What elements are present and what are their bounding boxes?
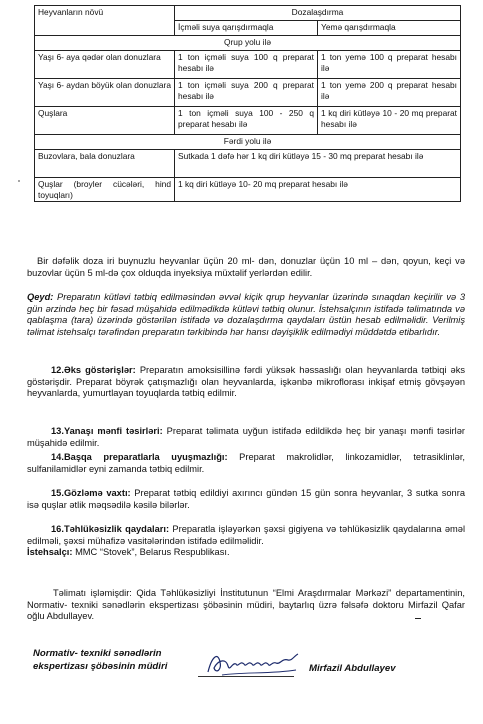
manufacturer-label: İstehsalçı: xyxy=(27,547,73,558)
scan-speck xyxy=(18,180,20,182)
section-withdrawal-period xyxy=(27,488,465,511)
section-number: 15. xyxy=(51,488,64,498)
note-text: Preparatın kütləvi tətbiq edilməsindən əvvəl kiçik qrup heyvanlar üzərində sınaqdan keçirilir və 3 gün ərzində heç bir fəsad müşahidə edilmədikdə kütləvi tətbiq olunur. İstehsalçının istifadə təlimatında və qablaşma (tara) üzərində göstərilən istifadə və dozalaşdırma qaydaları üstün hesab edilməlidir. Verilmiş təlimat istehsalçı tərəfindən preparatın tərkibində hər hansı dəyişiklik edilmədiyi müddətdə etibarlıdır. xyxy=(27,292,465,337)
note-paragraph xyxy=(27,292,465,338)
header-animals: Heyvanların növü xyxy=(35,6,175,36)
table-cell-water: 1 ton içməli suya 100 q preparat hesabı ilə xyxy=(175,51,318,79)
signatory-position-line1: Normativ- texniki sənədlərin xyxy=(33,648,162,659)
section-number: 12. xyxy=(51,365,64,375)
table-cell-animal: Quşlar (broyler cücələri, hind toyuqları) xyxy=(35,178,175,202)
section-title: Əks göstərişlər: xyxy=(63,365,136,375)
table-cell-feed: 1 ton yemə 200 q preparat hesabı ilə xyxy=(318,79,461,107)
group-section-title: Qrup yolu ilə xyxy=(35,36,461,51)
table-cell-water: 1 ton içməli suya 200 q preparat hesabı ilə xyxy=(175,79,318,107)
trailing-dash xyxy=(415,618,421,619)
section-safety-rules xyxy=(27,524,465,559)
section-text: Preparat tətbiq edildiyi axırıncı gündən 15 gün sonra heyvanlar, 3 sutka sonra isə quşlar ətlik məqsədilə kəsilə bilərlər. xyxy=(27,488,465,510)
header-water: İçməli suya qarışdırmaqla xyxy=(175,21,318,36)
section-title: Təhlükəsizlik qaydaları: xyxy=(63,524,170,534)
table-cell-animal: Quşlara xyxy=(35,107,175,135)
header-feed: Yemə qarışdırmaqla xyxy=(318,21,461,36)
table-cell-feed: 1 ton yemə 100 q preparat hesabı ilə xyxy=(318,51,461,79)
header-dosage: Dozalaşdırma xyxy=(175,6,461,21)
table-cell-dose: 1 kq diri kütləyə 10- 20 mq preparat hesabı ilə xyxy=(175,178,461,202)
section-contraindications xyxy=(27,365,465,400)
approval-paragraph: Təlimatı işləmişdir: Qida Təhlükəsizliyi İnstitutunun “Elmi Araşdırmalar Mərkəzi” departamentinin, Normativ- texniki sənədlərin ekspertizası şöbəsinin müdiri, baytarlıq üzrə fəlsəfə doktoru Mirfazil Qafar oğlu Abdullayev. xyxy=(27,588,465,622)
table-cell-animal: Yaşı 6- aydan böyük olan donuzlara xyxy=(35,79,175,107)
section-number: 14. xyxy=(51,452,64,462)
section-number: 13. xyxy=(51,426,64,436)
signatory-name: Mirfazil Abdullayev xyxy=(309,663,396,674)
section-incompatibility xyxy=(27,452,465,475)
section-text: Preparatla işləyərkən şəxsi gigiyena və təhlükəsizlik qaydalarına əməl edilməli, şəxsi mühafizə vasitələrindən istifadə edilməlidir. xyxy=(27,524,466,546)
section-side-effects xyxy=(27,426,465,449)
table-cell-animal: Buzovlara, bala donuzlara xyxy=(35,150,175,178)
signature-line xyxy=(198,676,294,677)
dose-paragraph: Bir dəfəlik doza iri buynuzlu heyvanlar üçün 20 ml- dən, donuzlar üçün 10 ml – dən, qoyun, keçi və buzovlar üçün 5 ml-də çox olduqda inyeksiya müxtəlif yerlərdən edilir. xyxy=(27,256,465,278)
signatory-position-line2: ekspertizası şöbəsinin müdiri xyxy=(33,660,168,672)
section-text: Preparatın amoksisillinə fərdi yüksək həssaslığı olan heyvanlarda tətbiqi əks göstərişdir. Preparat böyrək çatışmazlığı olan heyvanlarda, işkənbə mikroflorası inkişaf etmiş gövşəyən heyvanlarda, yumurtlayan toyuqlarda tətbiq edilmir. xyxy=(27,365,465,399)
note-label: Qeyd: xyxy=(27,292,54,302)
manufacturer-value: MMC “Stovek”, Belarus Respublikası. xyxy=(72,547,230,558)
table-cell-feed: 1 kq diri kütləyə 10 - 20 mq preparat hesabı ilə xyxy=(318,107,461,135)
section-text: Preparat makrolidlər, linkozamidlər, tetrasiklinlər, sulfanilamidlər eyni zamanda tətbiq edilmir. xyxy=(27,452,465,474)
section-title: Başqa preparatlarla uyuşmazlığı: xyxy=(63,452,228,462)
section-title: Yanaşı mənfi təsirləri: xyxy=(63,426,163,436)
dosage-table xyxy=(34,5,461,202)
table-cell-dose: Sutkada 1 dəfə hər 1 kq diri kütləyə 15 - 30 mq preparat hesabı ilə xyxy=(175,150,461,178)
individual-section-title: Fərdi yolu ilə xyxy=(35,135,461,150)
table-cell-water: 1 ton içməli suya 100 - 250 q preparat hesabı ilə xyxy=(175,107,318,135)
table-cell-animal: Yaşı 6- aya qədər olan donuzlara xyxy=(35,51,175,79)
section-title: Gözləmə vaxtı: xyxy=(63,488,131,498)
section-text: Preparat təlimata uyğun istifadə edildikdə heç bir yanaşı mənfi təsirlər müşahidə edilmir. xyxy=(27,426,465,448)
section-number: 16. xyxy=(51,524,64,534)
signatory-position xyxy=(33,648,167,673)
